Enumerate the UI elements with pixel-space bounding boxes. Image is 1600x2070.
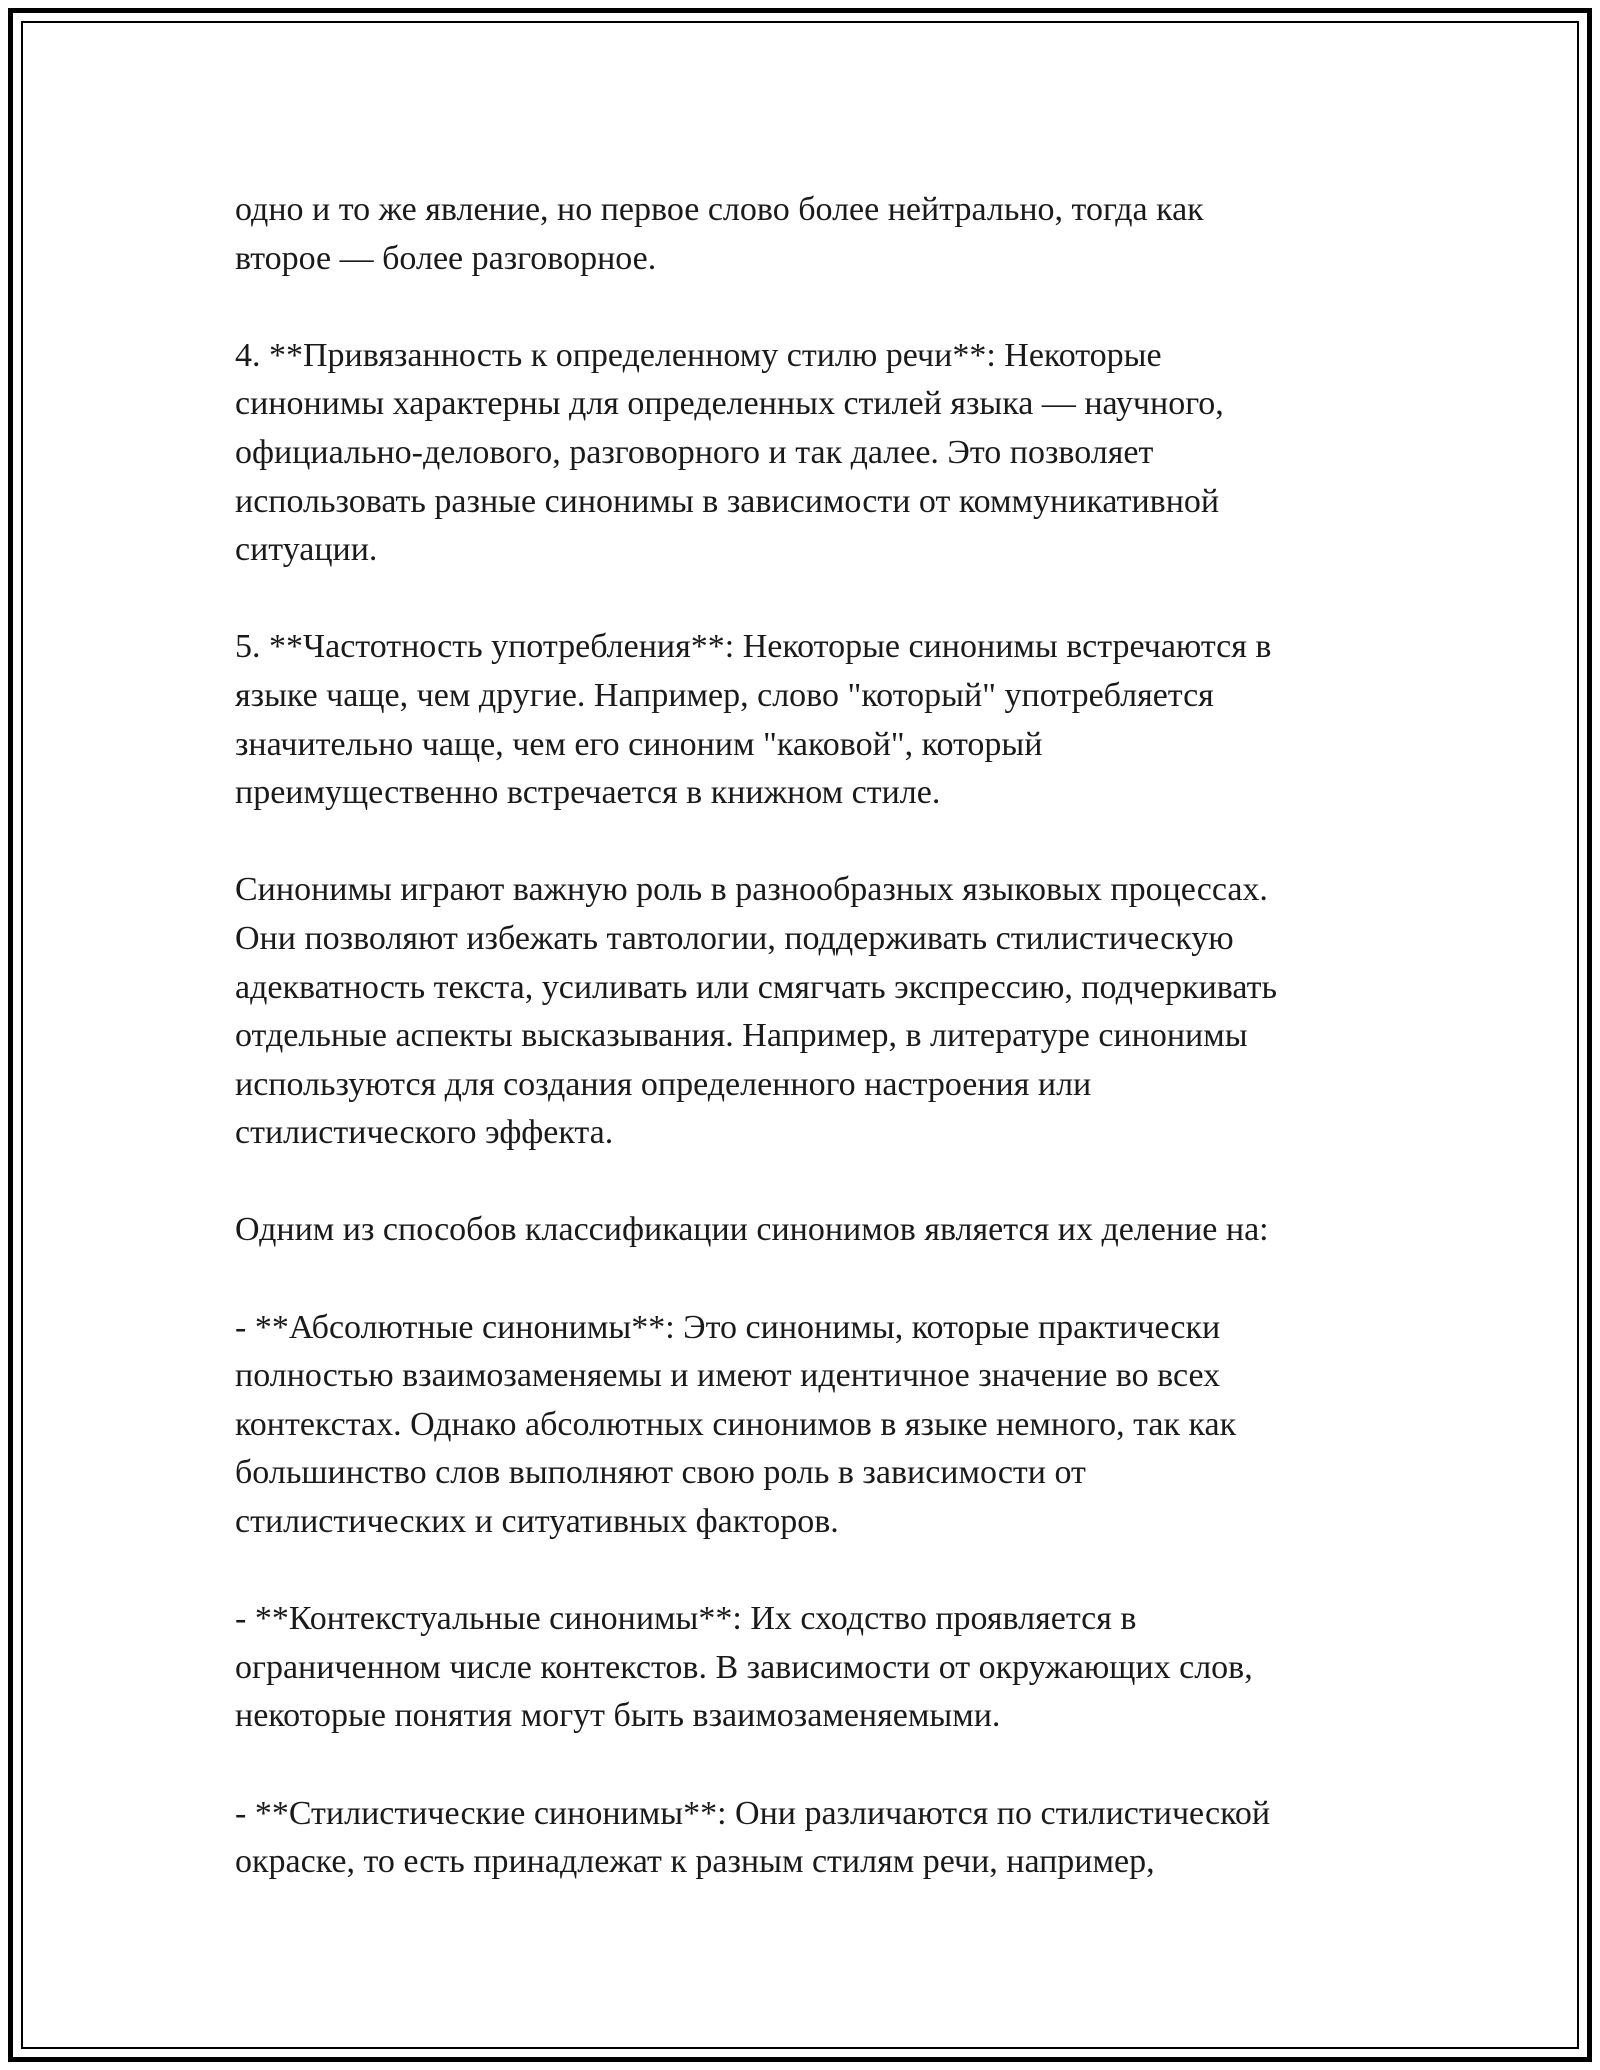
text-line: используются для создания определенного настроения или <box>235 1065 1092 1103</box>
text-line: использовать разные синонимы в зависимости от коммуникативной <box>235 482 1220 520</box>
text-line: синонимы характерны для определенных стилей языка — научного, <box>235 385 1224 423</box>
text-line: большинство слов выполняют свою роль в зависимости от <box>235 1454 1086 1492</box>
text-line: преимущественно встречается в книжном стиле. <box>235 774 941 812</box>
paragraph-absolute-synonyms <box>235 1304 1385 1547</box>
paragraph-role-of-synonyms <box>235 866 1385 1158</box>
text-line: одно и то же явление, но первое слово более нейтрально, тогда как <box>235 191 1204 228</box>
text-line: контекстах. Однако абсолютных синонимов в языке немного, так как <box>235 1405 1237 1443</box>
text-line: стилистического эффекта. <box>235 1114 614 1152</box>
text-line: Одним из способов классификации синонимов является их деление на: <box>235 1211 1269 1249</box>
text-line: 5. **Частотность употребления**: Некоторые синонимы встречаются в <box>235 628 1272 666</box>
text-line: 4. **Привязанность к определенному стилю речи**: Некоторые <box>235 336 1162 374</box>
text-line: значительно чаще, чем его синоним "каковой", который <box>235 725 1043 763</box>
text-line: - **Абсолютные синонимы**: Это синонимы, которые практически <box>235 1308 1221 1346</box>
text-line: Синонимы играют важную роль в разнообразных языковых процессах. <box>235 871 1268 909</box>
text-line: ограниченном числе контекстов. В зависимости от окружающих слов, <box>235 1648 1253 1686</box>
text-line: полностью взаимозаменяемы и имеют идентичное значение во всех <box>235 1357 1221 1395</box>
text-line: некоторые понятия могут быть взаимозаменяемыми. <box>235 1697 1001 1735</box>
text-line: Они позволяют избежать тавтологии, поддерживать стилистическую <box>235 919 1234 957</box>
paragraph-stylistic-synonyms <box>235 1790 1385 1887</box>
text-line: окраске, то есть принадлежат к разным стилям речи, например, <box>235 1843 1155 1881</box>
text-line: языке чаще, чем другие. Например, слово "который" употребляется <box>235 676 1214 714</box>
text-line: - **Контекстуальные синонимы**: Их сходство проявляется в <box>235 1600 1137 1638</box>
paragraph-item-5 <box>235 623 1385 817</box>
text-line: отдельные аспекты высказывания. Например, в литературе синонимы <box>235 1017 1248 1055</box>
paragraph-contextual-synonyms <box>235 1595 1385 1741</box>
text-line: адекватность текста, усиливать или смягчать экспрессию, подчеркивать <box>235 968 1277 1006</box>
document-body <box>235 186 1385 1887</box>
paragraph-item-4 <box>235 332 1385 575</box>
text-line: официально-делового, разговорного и так далее. Это позволяет <box>235 433 1154 471</box>
text-line: - **Стилистические синонимы**: Они различаются по стилистической <box>235 1794 1271 1832</box>
text-line: второе — более разговорное. <box>235 239 657 277</box>
paragraph-classification-intro <box>235 1206 1385 1255</box>
text-line: ситуации. <box>235 531 378 569</box>
paragraph-continuation <box>235 186 1385 283</box>
text-line: стилистических и ситуативных факторов. <box>235 1503 839 1541</box>
